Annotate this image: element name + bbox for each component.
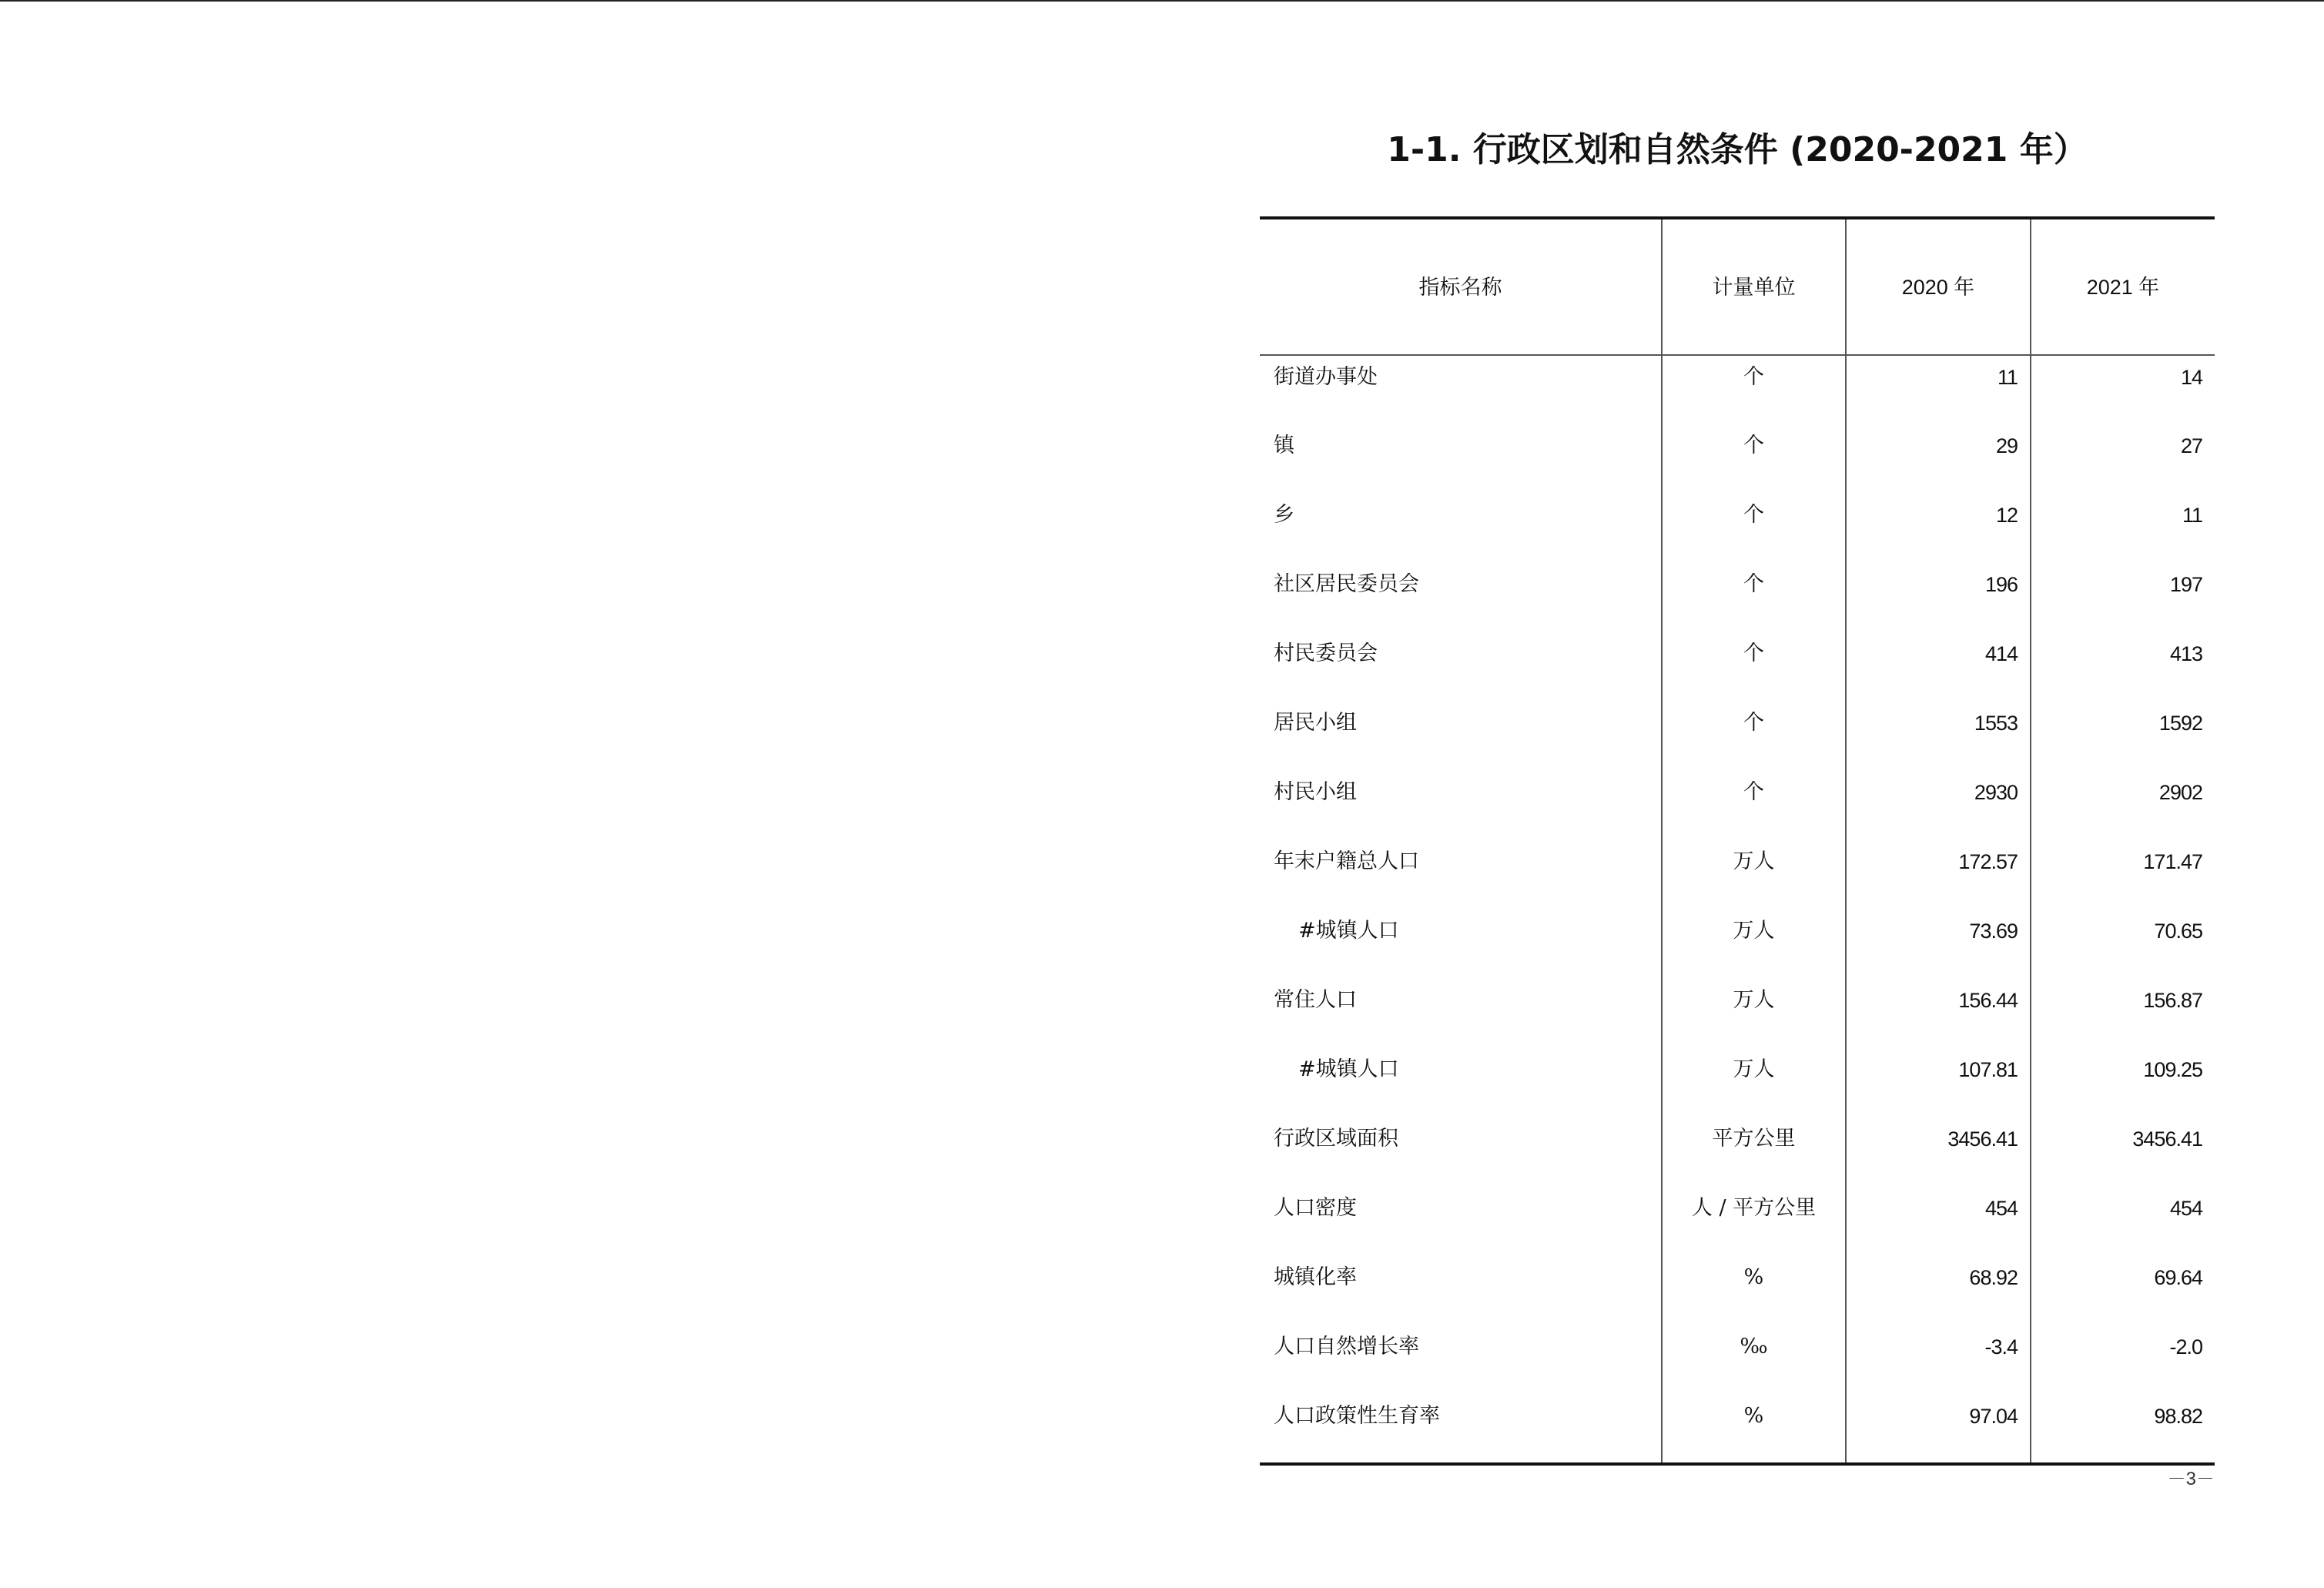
row-value-2021: 11: [2031, 494, 2215, 563]
row-value-2021: 413: [2031, 632, 2215, 702]
row-value-2020: 73.69: [1846, 910, 2031, 979]
row-value-2020: 156.44: [1846, 979, 2031, 1048]
row-unit: 个: [1662, 424, 1846, 494]
statistics-table: [1260, 216, 2215, 1466]
row-indicator-name: 人口密度: [1274, 1196, 1357, 1220]
header-unit: 计量单位: [1662, 218, 1846, 355]
right-page: [1260, 0, 2215, 1588]
row-value-2021: 98.82: [2031, 1395, 2215, 1464]
row-value-2020: 1553: [1846, 702, 2031, 771]
row-value-2020: 97.04: [1846, 1395, 2031, 1464]
table-title: 1-1. 行政区划和自然条件 (2020-2021 年）: [1387, 130, 2088, 169]
row-indicator-name: 街道办事处: [1274, 365, 1378, 389]
row-value-2020: 68.92: [1846, 1256, 2031, 1325]
row-unit: 个: [1662, 355, 1846, 424]
table-row: [1260, 424, 2215, 494]
row-value-2021: 70.65: [2031, 910, 2215, 979]
row-unit: 万人: [1662, 910, 1846, 979]
row-value-2021: 69.64: [2031, 1256, 2215, 1325]
row-unit: 万人: [1662, 1048, 1846, 1117]
table-row: [1260, 840, 2215, 910]
row-unit: 个: [1662, 632, 1846, 702]
table-row: [1260, 355, 2215, 424]
row-value-2020: 414: [1846, 632, 2031, 702]
table-row: [1260, 771, 2215, 840]
row-unit: 万人: [1662, 840, 1846, 910]
table-row: [1260, 979, 2215, 1048]
header-indicator-name: 指标名称: [1260, 218, 1662, 355]
row-indicator-name: 城镇化率: [1274, 1265, 1357, 1289]
table-row: [1260, 702, 2215, 771]
row-unit: 平方公里: [1662, 1117, 1846, 1187]
row-value-2021: 156.87: [2031, 979, 2215, 1048]
table-header-row: [1260, 218, 2215, 355]
table-row: [1260, 910, 2215, 979]
row-indicator-name: 乡: [1274, 503, 1294, 527]
row-value-2021: 14: [2031, 355, 2215, 424]
table-row: [1260, 1395, 2215, 1464]
row-value-2020: 196: [1846, 563, 2031, 632]
row-unit: 个: [1662, 702, 1846, 771]
row-unit: 个: [1662, 563, 1846, 632]
table-row: [1260, 1187, 2215, 1256]
table-row: [1260, 1325, 2215, 1395]
row-indicator-name: 年末户籍总人口: [1274, 849, 1419, 873]
row-unit: 万人: [1662, 979, 1846, 1048]
row-unit: %: [1662, 1395, 1846, 1464]
row-indicator-name: 镇: [1274, 434, 1294, 457]
row-value-2021: 1592: [2031, 702, 2215, 771]
table-row: [1260, 1048, 2215, 1117]
row-unit: ‰: [1662, 1325, 1846, 1395]
row-value-2021: 3456.41: [2031, 1117, 2215, 1187]
row-value-2020: 172.57: [1846, 840, 2031, 910]
row-indicator-name: 居民小组: [1274, 711, 1357, 735]
row-unit: 人 / 平方公里: [1662, 1187, 1846, 1256]
row-indicator-name: 村民委员会: [1274, 642, 1378, 665]
row-value-2021: 2902: [2031, 771, 2215, 840]
row-value-2021: 27: [2031, 424, 2215, 494]
row-value-2021: 109.25: [2031, 1048, 2215, 1117]
header-year-2020: 2020 年: [1846, 218, 2031, 355]
row-value-2020: -3.4: [1846, 1325, 2031, 1395]
table-row: [1260, 494, 2215, 563]
table-row: [1260, 1117, 2215, 1187]
row-value-2020: 2930: [1846, 771, 2031, 840]
page-number: －3－: [2167, 1469, 2215, 1489]
row-value-2020: 107.81: [1846, 1048, 2031, 1117]
row-value-2020: 11: [1846, 355, 2031, 424]
row-unit: %: [1662, 1256, 1846, 1325]
row-indicator-name: #城镇人口: [1298, 919, 1399, 943]
row-indicator-name: 社区居民委员会: [1274, 572, 1419, 596]
row-value-2021: 197: [2031, 563, 2215, 632]
row-value-2020: 29: [1846, 424, 2031, 494]
row-indicator-name: #城镇人口: [1298, 1057, 1399, 1081]
row-indicator-name: 人口政策性生育率: [1260, 1395, 1662, 1464]
row-indicator-name: 人口自然增长率: [1274, 1335, 1419, 1359]
row-value-2021: 454: [2031, 1187, 2215, 1256]
header-year-2021: 2021 年: [2031, 218, 2215, 355]
table-row: [1260, 1256, 2215, 1325]
row-value-2021: -2.0: [2031, 1325, 2215, 1395]
row-value-2020: 454: [1846, 1187, 2031, 1256]
row-unit: 个: [1662, 771, 1846, 840]
row-value-2020: 3456.41: [1846, 1117, 2031, 1187]
row-value-2020: 12: [1846, 494, 2031, 563]
row-indicator-name: 常住人口: [1274, 988, 1357, 1012]
row-value-2021: 171.47: [2031, 840, 2215, 910]
row-indicator-name: 行政区域面积: [1274, 1127, 1398, 1151]
row-unit: 个: [1662, 494, 1846, 563]
table-row: [1260, 632, 2215, 702]
table-row: [1260, 563, 2215, 632]
row-indicator-name: 村民小组: [1274, 780, 1357, 804]
